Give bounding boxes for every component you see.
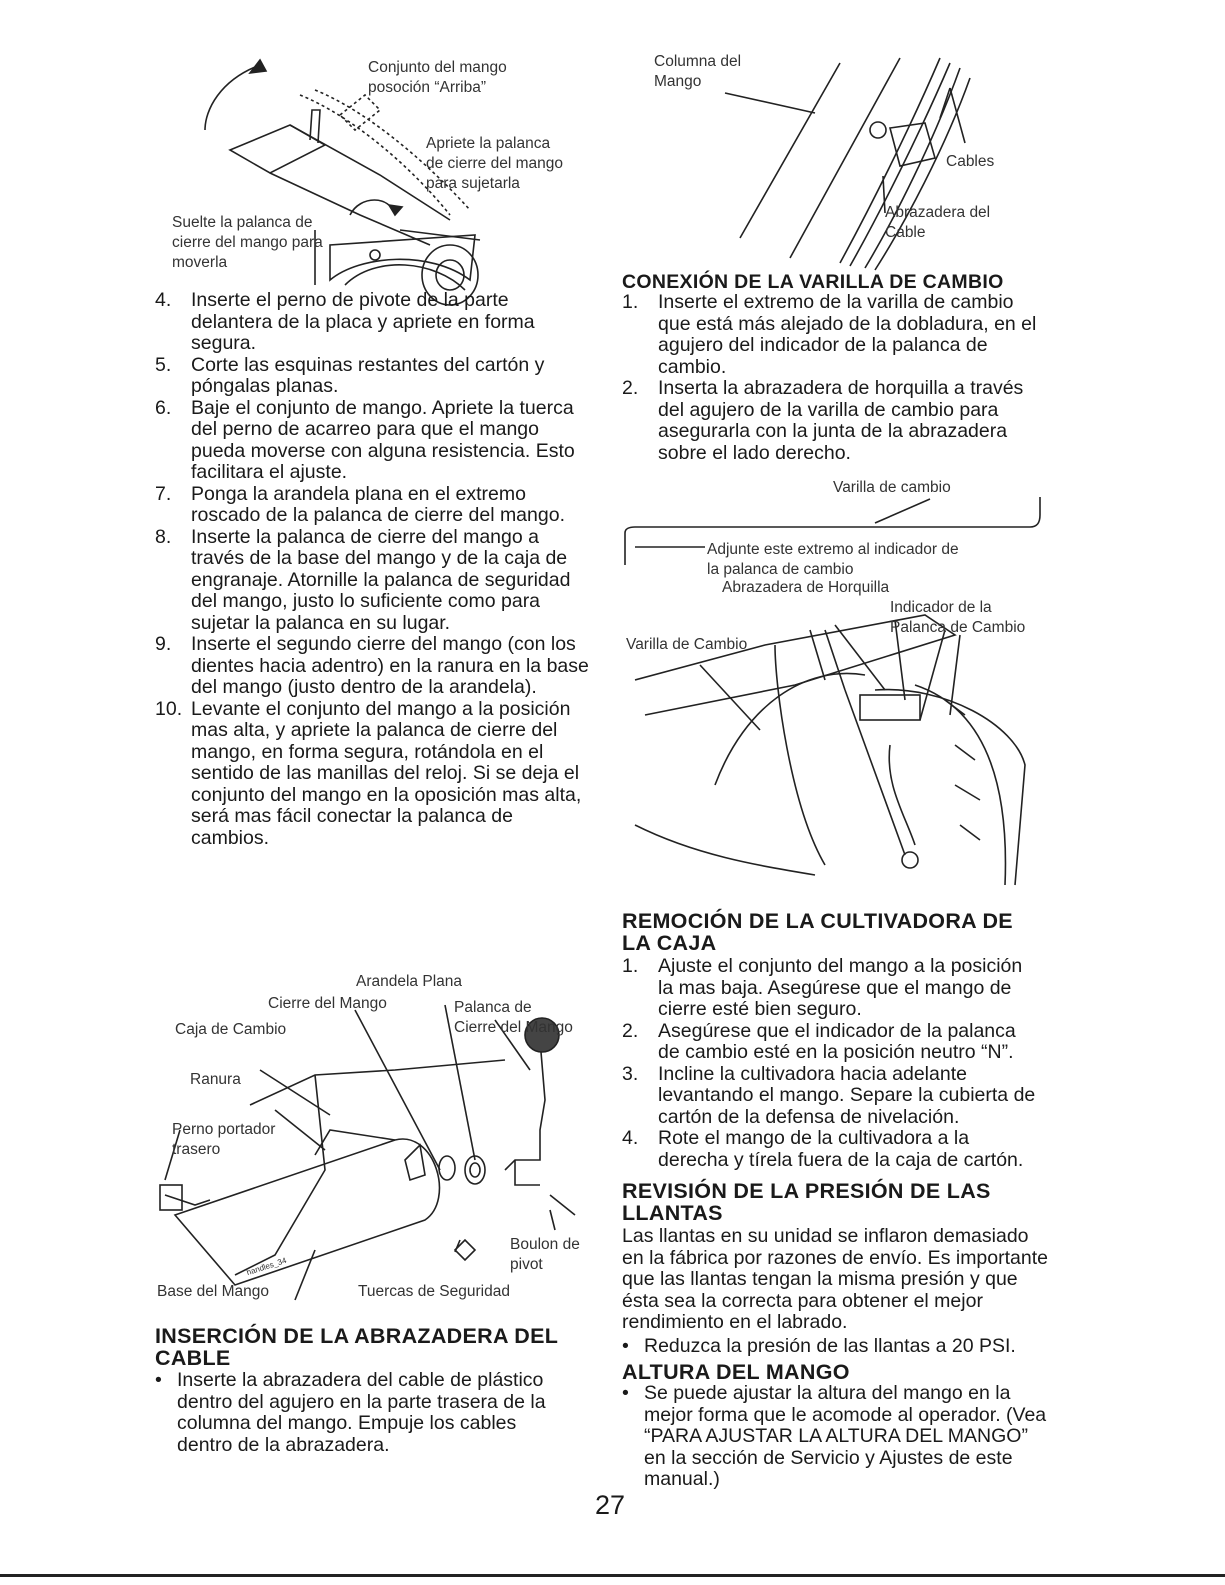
label-shift-rod-left: Varilla de Cambio	[626, 636, 748, 653]
list-item: 2. Inserta la abrazadera de horquilla a través del agujero de la varilla de cambio para asegurarla con la junta de la abrazadera sobre el lado derecho.	[622, 377, 1024, 464]
shift-rod-steps	[622, 292, 1042, 464]
label-handle-column: Columna del Mango	[654, 53, 742, 90]
heading-cable-clamp: INSERCIÓN DE LA ABRAZADERA DEL CABLE	[155, 1324, 559, 1370]
label-shift-rod-top: Varilla de cambio	[833, 479, 951, 496]
page-number: 27	[594, 1490, 626, 1520]
label-handle-up: Conjunto del mango posoción “Arriba”	[368, 59, 507, 96]
bottom-border	[0, 1574, 1225, 1577]
label-part-code: handles_34	[245, 1255, 288, 1278]
list-item: 5. Corte las esquinas restantes del cartón y póngalas planas.	[155, 353, 545, 397]
cable-clamp-bullets	[155, 1370, 575, 1456]
label-handle-lock: Cierre del Mango	[268, 995, 387, 1012]
list-item: 3. Incline la cultivadora hacia adelante levantando el mango. Separe la cubierta de cartón de la defensa de nivelación.	[622, 1062, 1036, 1128]
list-item: 1. Ajuste el conjunto del mango a la posición la mas baja. Asegúrese que el mango de cierre esté bien seguro.	[622, 955, 1023, 1020]
list-item: • Reduzca la presión de las llantas a 20 PSI.	[622, 1335, 1016, 1357]
heading-tire-pressure: REVISIÓN DE LA PRESIÓN DE LAS LLANTAS	[622, 1179, 991, 1225]
label-cable-clamp: Abrazadera del Cable	[885, 204, 991, 241]
label-lock-lever: Palanca de Cierre del Mango	[454, 999, 573, 1036]
list-item: 2. Asegúrese que el indicador de la palanca de cambio esté en la posición neutro “N”.	[622, 1019, 1016, 1063]
label-handle-base: Base del Mango	[157, 1283, 270, 1300]
heading-remove-tiller: REMOCIÓN DE LA CULTIVADORA DE LA CAJA	[622, 909, 1013, 955]
label-cables: Cables	[946, 153, 995, 170]
label-lock-nuts: Tuercas de Seguridad	[358, 1283, 510, 1300]
list-item: 7. Ponga la arandela plana en el extremo roscado de la palanca de cierre del mango.	[155, 482, 565, 526]
heading-shift-rod: CONEXIÓN DE LA VARILLA DE CAMBIO	[622, 271, 1004, 293]
list-item: 8. Inserte la palanca de cierre del mango a través de la base del mango y de la caja de engranaje. Atornille la palanca de seguridad del mango, justo lo suficiente como para sujetar la palanca en su lugar.	[155, 525, 571, 634]
label-flat-washer: Arandela Plana	[356, 973, 462, 990]
label-rear-bolt: Perno portador trasero	[172, 1121, 276, 1158]
list-item: 1. Inserte el extremo de la varilla de cambio que está más alejado de la dobladura, en el agujero del indicador de la palanca de cambio.	[622, 291, 1037, 378]
list-item: 10. Levante el conjunto del mango a la posición mas alta, y apriete la palanca de cierre del mango, en forma segura, rotándola en el sentido de las manillas del reloj. Si se deja el conjunto del mango en la oposición mas alta, será mas fácil conectar la palanca de cambios.	[155, 697, 582, 849]
handle-height-bullets	[622, 1383, 1050, 1491]
label-tighten-lever: Apriete la palanca de cierre del mango para sujetarla	[426, 135, 563, 192]
label-release-lever: Suelte la palanca de cierre del mango para moverla	[172, 214, 323, 271]
list-item: • Inserte la abrazadera del cable de plástico dentro del agujero en la parte trasera de la columna del mango. Empuje los cables dentro de la abrazadera.	[155, 1369, 546, 1456]
list-item: 9. Inserte el segundo cierre del mango (con los dientes hacia adentro) en la ranura en la base del mango (justo dentro de la arandela).	[155, 633, 589, 698]
tire-pressure-paragraph: Las llantas en su unidad se inflaron demasiado en la fábrica por razones de envío. Es importante que las llantas tengan la misma presión y que ésta sea la correcta para obtener el mejor rendimiento en el labrado.	[622, 1225, 1048, 1333]
list-item: • Se puede ajustar la altura del mango en la mejor forma que le acomode al operador. (Vea “PARA AJUSTAR LA ALTURA DEL MANGO” en la sección de Servicio y Ajustes de este manual.)	[622, 1382, 1047, 1490]
heading-handle-height: ALTURA DEL MANGO	[622, 1360, 850, 1384]
label-shift-indicator: Indicador de la Palanca de Cambio	[890, 599, 1026, 636]
label-hairpin-clip: Abrazadera de Horquilla	[722, 579, 890, 596]
label-gearbox: Caja de Cambio	[175, 1021, 287, 1038]
label-pivot-bolt: Boulon de pivot	[510, 1236, 580, 1273]
tire-pressure-bullets	[622, 1336, 1050, 1358]
assembly-steps-list	[155, 290, 595, 849]
label-attach-end: Adjunte este extremo al indicador de la palanca de cambio	[707, 541, 959, 578]
remove-tiller-steps	[622, 956, 1042, 1171]
list-item: 4. Rote el mango de la cultivadora a la derecha y tírela fuera de la caja de cartón.	[622, 1127, 1024, 1171]
label-slot: Ranura	[190, 1071, 241, 1088]
list-item: 4. Inserte el perno de pivote de la parte delantera de la placa y apriete en forma segura.	[155, 289, 535, 354]
list-item: 6. Baje el conjunto de mango. Apriete la tuerca del perno de acarreo para que el mango pueda moverse con alguna resistencia. Esto facilitara el ajuste.	[155, 396, 575, 483]
